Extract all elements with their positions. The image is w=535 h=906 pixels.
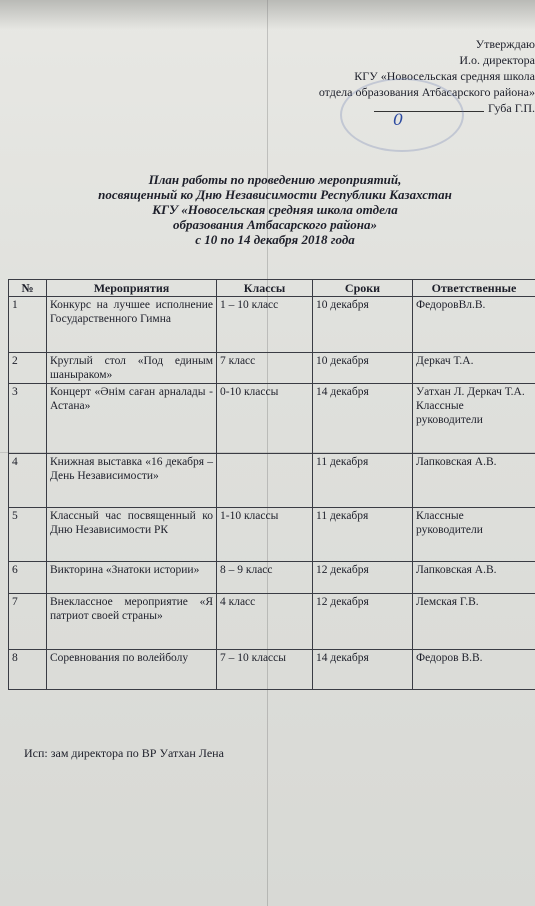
row-classes: 8 – 9 класс: [217, 562, 313, 594]
events-table: [8, 279, 535, 690]
table-row: [9, 508, 535, 562]
row-date: 14 декабря: [313, 384, 413, 454]
row-event: Классный час посвященный ко Дню Независимости РК: [47, 508, 217, 562]
approval-line-1: Утверждаю: [475, 37, 535, 51]
title-line-1: План работы по проведению мероприятий,: [148, 172, 402, 187]
approval-line-2: И.о. директора: [459, 53, 535, 67]
row-classes: 7 класс: [217, 353, 313, 384]
row-event: Концерт «Әнім саған арналады - Астана»: [47, 384, 217, 454]
row-num: 3: [9, 384, 47, 454]
row-responsible: Лапковская А.В.: [413, 454, 535, 508]
row-classes: 1 – 10 класс: [217, 297, 313, 353]
table-row: [9, 562, 535, 594]
approval-line-3: КГУ «Новосельская средняя школа: [354, 69, 535, 83]
header-classes: Классы: [217, 280, 313, 297]
row-date: 12 декабря: [313, 594, 413, 650]
row-responsible: Федоров В.В.: [413, 650, 535, 690]
row-responsible: Уатхан Л. Деркач Т.А. Классные руководители: [413, 384, 535, 454]
row-num: 2: [9, 353, 47, 384]
row-responsible: Лемская Г.В.: [413, 594, 535, 650]
row-num: 8: [9, 650, 47, 690]
row-num: 5: [9, 508, 47, 562]
row-classes: 4 класс: [217, 594, 313, 650]
row-event: Конкурс на лучшее исполнение Государственного Гимна: [47, 297, 217, 353]
header-date: Сроки: [313, 280, 413, 297]
row-date: 11 декабря: [313, 508, 413, 562]
row-num: 4: [9, 454, 47, 508]
table-row: [9, 353, 535, 384]
row-event: Соревнования по волейболу: [47, 650, 217, 690]
document-title: [40, 172, 510, 247]
footer-executor: Исп: зам директора по ВР Уатхан Лена: [24, 746, 224, 760]
row-classes: 1-10 классы: [217, 508, 313, 562]
signature-name: Губа Г.П.: [487, 101, 535, 115]
stamp-signature: 0: [393, 110, 404, 129]
row-date: 11 декабря: [313, 454, 413, 508]
row-num: 1: [9, 297, 47, 353]
row-date: 14 декабря: [313, 650, 413, 690]
row-responsible: Деркач Т.А.: [413, 353, 535, 384]
row-date: 10 декабря: [313, 353, 413, 384]
row-event: Внеклассное мероприятие «Я патриот своей страны»: [47, 594, 217, 650]
table-row: [9, 594, 535, 650]
table-row: [9, 297, 535, 353]
header-num: №: [9, 280, 47, 297]
title-line-2: посвященный ко Дню Независимости Республики Казахстан: [98, 187, 452, 202]
title-line-3: КГУ «Новосельская средняя школа отдела: [152, 202, 398, 217]
row-event: Книжная выставка «16 декабря – День Независимости»: [47, 454, 217, 508]
table-row: [9, 454, 535, 508]
row-classes: [217, 454, 313, 508]
table-row: [9, 650, 535, 690]
title-line-4: образования Атбасарского района»: [172, 217, 378, 232]
row-num: 7: [9, 594, 47, 650]
table-header-row: [9, 280, 535, 297]
approval-line-4: отдела образования Атбасарского района»: [318, 85, 535, 99]
row-num: 6: [9, 562, 47, 594]
row-responsible: Лапковская А.В.: [413, 562, 535, 594]
row-classes: 7 – 10 классы: [217, 650, 313, 690]
header-responsible: Ответственные: [413, 280, 535, 297]
row-responsible: ФедоровВл.В.: [413, 297, 535, 353]
title-line-5: с 10 по 14 декабря 2018 года: [195, 232, 355, 247]
row-date: 12 декабря: [313, 562, 413, 594]
row-responsible: Классные руководители: [413, 508, 535, 562]
row-date: 10 декабря: [313, 297, 413, 353]
table-row: [9, 384, 535, 454]
row-event: Викторина «Знатоки истории»: [47, 562, 217, 594]
row-event: Круглый стол «Под единым шаныраком»: [47, 353, 217, 384]
header-event: Мероприятия: [47, 280, 217, 297]
row-classes: 0-10 классы: [217, 384, 313, 454]
